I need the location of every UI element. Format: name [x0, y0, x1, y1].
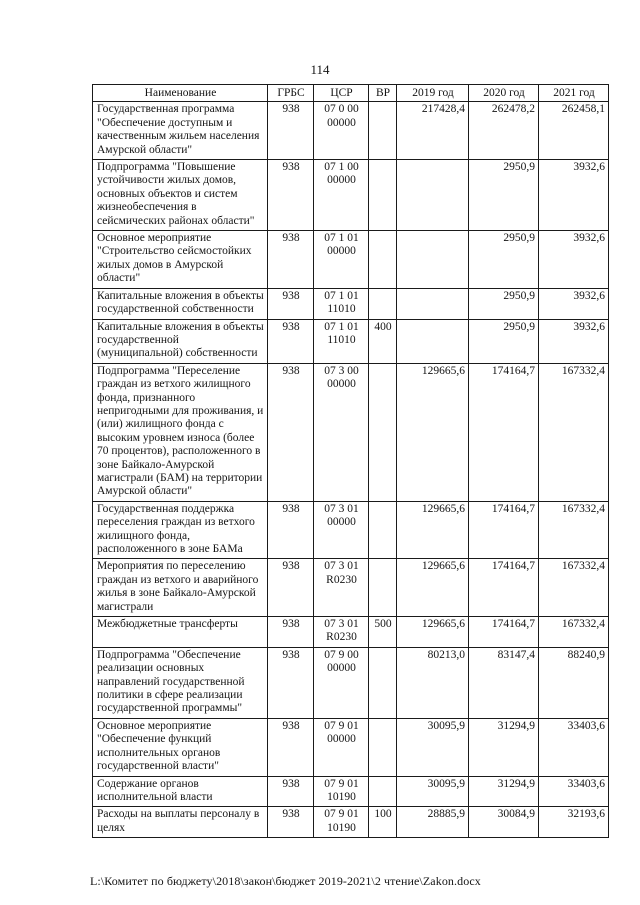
- cell-grbs: 938: [268, 718, 314, 776]
- table-row: [93, 501, 609, 559]
- cell-grbs: 938: [268, 776, 314, 807]
- cell-name: Основное мероприятие "Обеспечение функций исполнительных органов государственной власти": [93, 718, 268, 776]
- cell-name: Межбюджетные трансферты: [93, 617, 268, 648]
- cell-2020: 31294,9: [469, 718, 539, 776]
- cell-name: Капитальные вложения в объекты государственной (муниципальной) собственности: [93, 319, 268, 363]
- cell-grbs: 938: [268, 288, 314, 319]
- cell-2019: 217428,4: [397, 102, 469, 160]
- table-row: [93, 363, 609, 501]
- cell-2020: 262478,2: [469, 102, 539, 160]
- cell-grbs: 938: [268, 231, 314, 289]
- cell-vr: 400: [369, 319, 397, 363]
- cell-name: Основное мероприятие "Строительство сейсмостойких жилых домов в Амурской области": [93, 231, 268, 289]
- cell-grbs: 938: [268, 807, 314, 838]
- cell-csr: 07 3 01 00000: [314, 501, 369, 559]
- cell-2021: 167332,4: [539, 501, 609, 559]
- cell-vr: 100: [369, 807, 397, 838]
- cell-2021: 33403,6: [539, 776, 609, 807]
- cell-2020: 2950,9: [469, 319, 539, 363]
- cell-vr: 500: [369, 617, 397, 648]
- header-vr: ВР: [369, 85, 397, 102]
- budget-table: [92, 84, 609, 838]
- cell-grbs: 938: [268, 102, 314, 160]
- cell-csr: 07 3 01 R0230: [314, 559, 369, 617]
- cell-grbs: 938: [268, 160, 314, 231]
- table-row: [93, 231, 609, 289]
- table-body: [93, 102, 609, 838]
- cell-2021: 3932,6: [539, 319, 609, 363]
- header-grbs: ГРБС: [268, 85, 314, 102]
- header-2021: 2021 год: [539, 85, 609, 102]
- cell-2019: [397, 288, 469, 319]
- cell-csr: 07 1 01 11010: [314, 319, 369, 363]
- cell-vr: [369, 231, 397, 289]
- cell-2020: 2950,9: [469, 231, 539, 289]
- table-row: [93, 776, 609, 807]
- table-row: [93, 559, 609, 617]
- cell-grbs: 938: [268, 363, 314, 501]
- table-row: [93, 617, 609, 648]
- cell-2019: 28885,9: [397, 807, 469, 838]
- cell-2020: 31294,9: [469, 776, 539, 807]
- cell-csr: 07 3 00 00000: [314, 363, 369, 501]
- cell-name: Государственная программа "Обеспечение доступным и качественным жильем населения Амурской области": [93, 102, 268, 160]
- cell-name: Капитальные вложения в объекты государственной собственности: [93, 288, 268, 319]
- cell-name: Расходы на выплаты персоналу в целях: [93, 807, 268, 838]
- header-name: Наименование: [93, 85, 268, 102]
- cell-2020: 174164,7: [469, 363, 539, 501]
- cell-2021: 167332,4: [539, 559, 609, 617]
- cell-2019: [397, 160, 469, 231]
- table-row: [93, 718, 609, 776]
- cell-grbs: 938: [268, 319, 314, 363]
- cell-vr: [369, 718, 397, 776]
- table-row: [93, 807, 609, 838]
- cell-vr: [369, 288, 397, 319]
- cell-vr: [369, 160, 397, 231]
- cell-csr: 07 9 01 10190: [314, 807, 369, 838]
- cell-2021: 32193,6: [539, 807, 609, 838]
- cell-2021: 167332,4: [539, 363, 609, 501]
- cell-grbs: 938: [268, 617, 314, 648]
- cell-2020: 83147,4: [469, 647, 539, 718]
- cell-name: Подпрограмма "Переселение граждан из ветхого жилищного фонда, признанного непригодными для проживания, и (или) жилищного фонда с высоким уровнем износа (более 70 процентов), расположенного в зоне Байкало-Амурской магистрали (БАМ) на территории Амурской области": [93, 363, 268, 501]
- cell-csr: 07 0 00 00000: [314, 102, 369, 160]
- cell-2019: 129665,6: [397, 363, 469, 501]
- cell-2021: 167332,4: [539, 617, 609, 648]
- cell-2019: 30095,9: [397, 718, 469, 776]
- cell-csr: 07 9 01 10190: [314, 776, 369, 807]
- table-header-row: [93, 85, 609, 102]
- cell-2020: 174164,7: [469, 501, 539, 559]
- cell-csr: 07 3 01 R0230: [314, 617, 369, 648]
- cell-vr: [369, 102, 397, 160]
- cell-csr: 07 1 01 00000: [314, 231, 369, 289]
- cell-2021: 3932,6: [539, 288, 609, 319]
- cell-vr: [369, 776, 397, 807]
- cell-2019: 129665,6: [397, 501, 469, 559]
- cell-vr: [369, 647, 397, 718]
- table-row: [93, 102, 609, 160]
- cell-2021: 33403,6: [539, 718, 609, 776]
- cell-name: Содержание органов исполнительной власти: [93, 776, 268, 807]
- header-csr: ЦСР: [314, 85, 369, 102]
- page-number: 114: [310, 62, 330, 77]
- cell-name: Подпрограмма "Повышение устойчивости жилых домов, основных объектов и систем жизнеобеспечения в сейсмических районах области": [93, 160, 268, 231]
- cell-csr: 07 1 01 11010: [314, 288, 369, 319]
- cell-csr: 07 1 00 00000: [314, 160, 369, 231]
- cell-vr: [369, 559, 397, 617]
- table-row: [93, 647, 609, 718]
- cell-2020: 2950,9: [469, 288, 539, 319]
- cell-grbs: 938: [268, 501, 314, 559]
- cell-2019: 129665,6: [397, 617, 469, 648]
- table-row: [93, 288, 609, 319]
- cell-2020: 2950,9: [469, 160, 539, 231]
- cell-2021: 3932,6: [539, 160, 609, 231]
- header-2020: 2020 год: [469, 85, 539, 102]
- cell-csr: 07 9 00 00000: [314, 647, 369, 718]
- table-row: [93, 319, 609, 363]
- cell-2021: 88240,9: [539, 647, 609, 718]
- table-row: [93, 160, 609, 231]
- cell-name: Государственная поддержка переселения граждан из ветхого жилищного фонда, расположенного в зоне БАМа: [93, 501, 268, 559]
- cell-name: Мероприятия по переселению граждан из ветхого и аварийного жилья в зоне Байкало-Амурской магистрали: [93, 559, 268, 617]
- cell-2019: [397, 231, 469, 289]
- cell-csr: 07 9 01 00000: [314, 718, 369, 776]
- cell-2019: 80213,0: [397, 647, 469, 718]
- cell-grbs: 938: [268, 647, 314, 718]
- cell-2019: [397, 319, 469, 363]
- cell-2021: 262458,1: [539, 102, 609, 160]
- cell-vr: [369, 501, 397, 559]
- cell-2021: 3932,6: [539, 231, 609, 289]
- cell-2020: 30084,9: [469, 807, 539, 838]
- footer-file-path: L:\Комитет по бюджету\2018\закон\бюджет 2019-2021\2 чтение\Zakon.docx: [90, 874, 481, 888]
- cell-grbs: 938: [268, 559, 314, 617]
- cell-name: Подпрограмма "Обеспечение реализации основных направлений государственной политики в сфере реализации государственной программы": [93, 647, 268, 718]
- cell-vr: [369, 363, 397, 501]
- cell-2020: 174164,7: [469, 617, 539, 648]
- header-2019: 2019 год: [397, 85, 469, 102]
- cell-2019: 30095,9: [397, 776, 469, 807]
- cell-2019: 129665,6: [397, 559, 469, 617]
- cell-2020: 174164,7: [469, 559, 539, 617]
